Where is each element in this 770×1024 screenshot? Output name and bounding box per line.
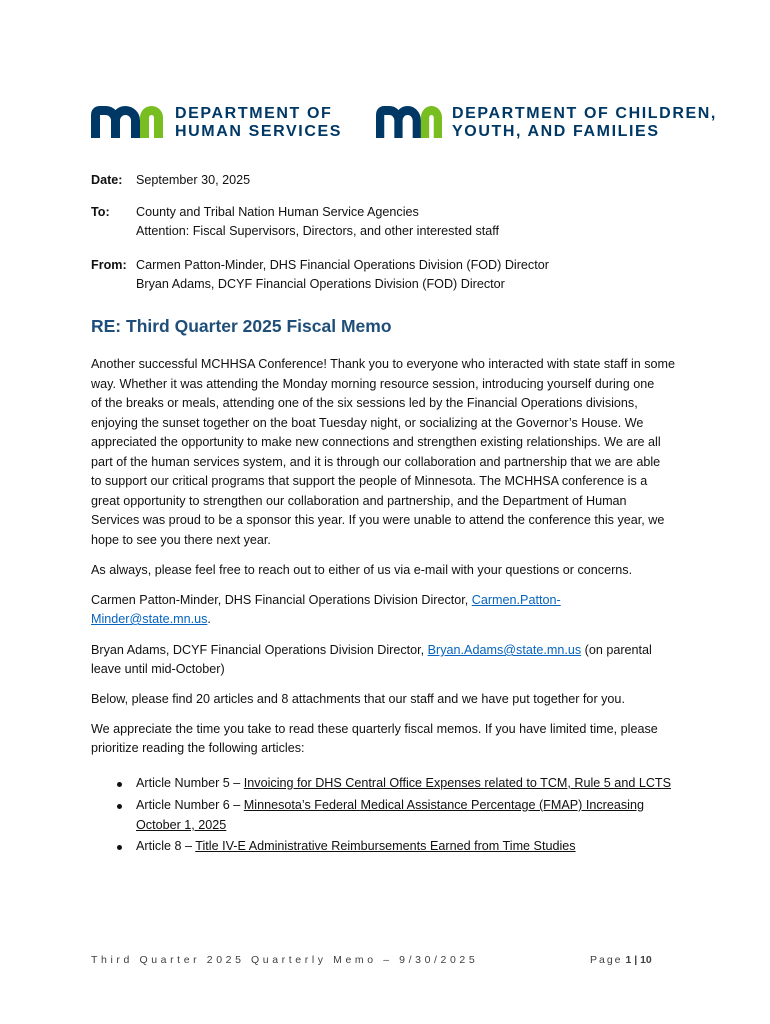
footer-page-number (590, 953, 652, 967)
contact-note: As always, please feel free to reach out to either of us via e-mail with your questions or concerns. (91, 563, 633, 577)
intro-paragraph (91, 355, 675, 550)
date-value: September 30, 2025 (136, 173, 251, 187)
article-prefix: Article Number 5 – (136, 776, 244, 790)
bullet-icon (117, 845, 122, 850)
priority-article-item (136, 774, 671, 793)
footer-page-total: 10 (640, 954, 652, 966)
bryan-email-link[interactable]: Bryan.Adams@state.mn.us (427, 643, 582, 657)
from-line: Carmen Patton-Minder, DHS Financial Operations Division (FOD) Director (136, 258, 549, 272)
paragraph-line: part of the human services system, and it is through our collaboration and partnership that we are able (91, 454, 661, 469)
dhs-logo-text (175, 105, 342, 140)
to-line: County and Tribal Nation Human Service Agencies (136, 205, 419, 219)
contact-bryan-line-2: leave until mid-October) (91, 662, 225, 676)
article-5-link[interactable]: Invoicing for DHS Central Office Expenses related to TCM, Rule 5 and LCTS (243, 776, 672, 790)
articles-note: Below, please find 20 articles and 8 attachments that our staff and we have put together for you. (91, 692, 625, 706)
paragraph-line: Services was proud to be a sponsor this year. If you were unable to attend the conference this year, we (91, 513, 665, 528)
paragraph-line: appreciated the opportunity to make new connections and strengthen existing relationships. We are all (91, 435, 661, 450)
footer-page-separator: | (634, 954, 638, 966)
footer-page-label: Page (590, 954, 623, 966)
dcyf-logo-line-2: YOUTH, AND FAMILIES (452, 122, 660, 140)
to-line: Attention: Fiscal Supervisors, Directors, and other interested staff (136, 224, 500, 238)
paragraph-line: enjoying the sunset together on the boat Tuesday night, or socializing at the Governor’s House. We (91, 415, 644, 430)
carmen-email-link[interactable]: Carmen.Patton- (471, 593, 561, 607)
paragraph-line: great opportunity to strengthen our collaboration and partnership, and the Department of Human (91, 493, 627, 508)
contact-bryan-suffix: (on parental (581, 643, 652, 657)
footer-page-current: 1 (625, 954, 632, 966)
from-line: Bryan Adams, DCYF Financial Operations Division (FOD) Director (136, 277, 505, 291)
priority-article-item (136, 837, 576, 856)
to-label: To: (91, 205, 110, 219)
paragraph-line: Another successful MCHHSA Conference! Thank you to everyone who interacted with state staff in some (91, 357, 676, 371)
dcyf-logo-line-1: DEPARTMENT OF CHILDREN, (452, 105, 717, 122)
contact-carmen-suffix: . (207, 612, 211, 626)
article-8-link[interactable]: Title IV-E Administrative Reimbursements Earned from Time Studies (195, 839, 576, 853)
mn-logo-icon (376, 106, 442, 138)
article-prefix: Article 8 – (136, 839, 196, 853)
contact-bryan-text: Bryan Adams, DCYF Financial Operations Division Director, (91, 643, 428, 657)
bullet-icon (117, 804, 122, 809)
article-6-link[interactable]: Minnesota’s Federal Medical Assistance Percentage (FMAP) Increasing (243, 798, 644, 812)
article-prefix: Article Number 6 – (136, 798, 244, 812)
contact-carmen-line-2 (91, 610, 211, 629)
priority-intro-line: prioritize reading the following articles: (91, 741, 305, 755)
priority-intro-line: We appreciate the time you take to read these quarterly fiscal memos. If you have limited time, please (91, 722, 658, 736)
dhs-logo-line-1: DEPARTMENT OF (175, 105, 333, 122)
mn-logo-icon (91, 106, 163, 138)
carmen-email-link[interactable]: Minder@state.mn.us (91, 612, 208, 626)
from-label: From: (91, 258, 127, 272)
contact-bryan-line-1 (91, 641, 652, 660)
bullet-icon (117, 782, 122, 787)
date-label: Date: (91, 173, 123, 187)
paragraph-line: hope to see you there next year. (91, 532, 271, 547)
paragraph-line: of the breaks or meals, attending one of the six sessions led by the Financial Operations divisions, (91, 396, 638, 411)
contact-carmen-line-1 (91, 591, 561, 610)
article-6-link[interactable]: October 1, 2025 (136, 818, 227, 832)
memo-title: RE: Third Quarter 2025 Fiscal Memo (91, 316, 392, 336)
paragraph-line: way. Whether it was attending the Monday morning resource session, introducing yourself during one (91, 376, 655, 391)
dcyf-logo-text (452, 105, 717, 140)
contact-carmen-text: Carmen Patton-Minder, DHS Financial Operations Division Director, (91, 593, 472, 607)
footer-memo-label: Third Quarter 2025 Quarterly Memo – 9/30/2025 (91, 954, 479, 966)
priority-article-item-continued (136, 816, 226, 835)
priority-article-item (136, 796, 644, 815)
dhs-logo-line-2: HUMAN SERVICES (175, 122, 343, 140)
paragraph-line: to support our critical programs that support the people of Minnesota. The MCHHSA conference is a (91, 474, 648, 489)
